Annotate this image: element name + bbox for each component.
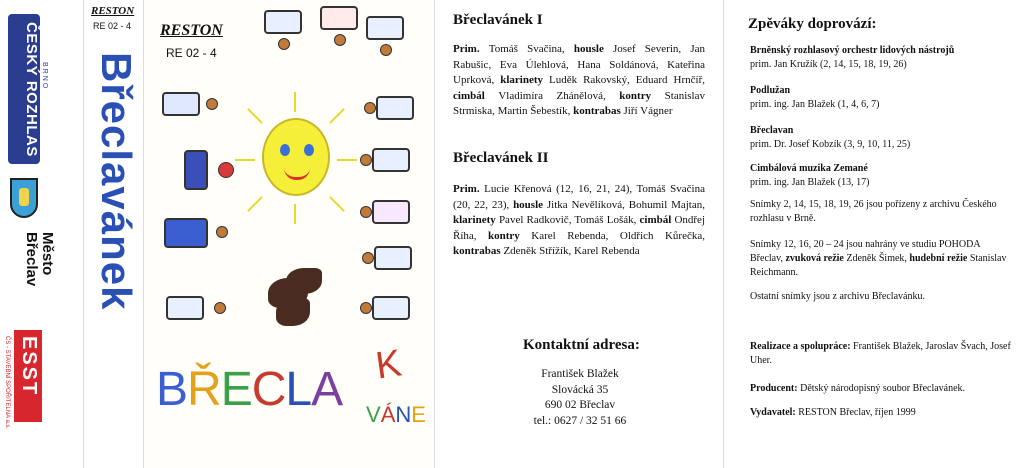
sun-ray: [235, 159, 255, 161]
city-label-line1: Město: [39, 232, 56, 276]
group-detail: prim. Dr. Josef Kobzík (3, 9, 10, 11, 25): [750, 139, 911, 150]
sun-ray: [294, 204, 296, 224]
accompaniment-title: Zpěváky doprovází:: [748, 16, 877, 32]
section1-title: Břeclavánek I: [453, 12, 543, 28]
cover-title-letter: L: [285, 363, 312, 416]
contact-line: František Blažek: [541, 368, 619, 380]
credit-value: František Blažek, Jaroslav Švach, Josef Uher.: [750, 341, 1011, 366]
spine-code: RE 02 - 4: [93, 21, 132, 31]
group-name: Brněnský rozhlasový orchestr lidových nástrojů: [750, 45, 955, 56]
city-crest-icon: [10, 178, 38, 218]
section2-names: Jitka Nevělíková, Bohumil Majtan,: [546, 198, 705, 211]
credit-label: Realizace a spolupráce:: [750, 341, 851, 352]
cover-title-tail: [366, 402, 426, 428]
sun-ray: [337, 159, 357, 161]
child-drawing: [374, 246, 412, 270]
sun-drawing: [262, 118, 330, 196]
section2-instrument: Prim.: [453, 183, 485, 195]
section1-instrument: kontry: [619, 89, 665, 102]
section1-names: Stanislav Strmiska, Martin Šebestík,: [453, 89, 705, 117]
section2-names: Pavel Radkovič, Tomáš Lošák,: [498, 214, 640, 226]
contact-address: [495, 367, 665, 429]
cover-title-letter: B: [156, 363, 188, 416]
esst-logo-sub: ČS - STAVEBNÍ SPOŘITELNA a.s.: [4, 336, 10, 430]
child-drawing: [264, 10, 302, 34]
studio-note-names: Zdeněk Šimek,: [846, 253, 910, 264]
section2-instrument: housle: [513, 198, 547, 211]
contact-line: 690 02 Břeclav: [544, 399, 616, 411]
cover-title-k: K: [373, 342, 405, 388]
studio-note-names: Snímky 12, 16, 20 – 24 jsou nahrány ve studiu POHODA Břeclav,: [750, 239, 980, 264]
section1-instrument: housle: [573, 43, 614, 55]
section1-instrument: kontrabas: [573, 105, 624, 117]
accompaniment-group: [750, 44, 1012, 72]
section1-names: Josef Severin, Jan Rabušic, Eva Úlehlová, Hana Soldánová, Kateřina Uprková,: [453, 43, 705, 86]
child-drawing: [162, 92, 200, 116]
child-drawing: [372, 148, 410, 172]
section2-names: Lucie Křenová (12, 16, 21, 24), Tomáš Svačina (20, 22, 23),: [453, 183, 705, 211]
section1-names: Tomáš Svačina,: [488, 43, 574, 55]
child-drawing: [376, 96, 414, 120]
front-label: RESTON: [160, 22, 223, 39]
cover-title-letter: V: [366, 402, 381, 427]
cover-title-letter: N: [395, 402, 412, 427]
studio-note: [750, 238, 1012, 280]
sun-mouth: [284, 168, 310, 180]
group-name: Břeclavan: [750, 125, 794, 136]
child-drawing: [366, 16, 404, 40]
child-drawing: [372, 200, 410, 224]
child-drawing: [372, 296, 410, 320]
section2-names: Ondřej Říha,: [453, 214, 705, 242]
contact-title: Kontaktní adresa:: [523, 337, 640, 353]
credit-value: RESTON Břeclav, říjen 1999: [795, 407, 916, 418]
spine-label: RESTON: [91, 5, 135, 17]
section1-instrument: Prim.: [453, 43, 489, 55]
sun-eye-left: [280, 144, 290, 156]
group-name: Podlužan: [750, 85, 791, 96]
front-cover: [144, 0, 434, 468]
child-drawing: [164, 218, 208, 248]
section1-instrument: cimbál: [453, 89, 499, 102]
section1-names: Vladimíra Zhánělová,: [498, 89, 620, 102]
contact-line: Slovácká 35: [551, 383, 609, 396]
cover-title-letter: C: [251, 363, 286, 416]
credits-panel: [724, 0, 1024, 468]
studio-note-instrument: zvuková režie: [785, 253, 847, 264]
section2-instrument: kontrabas: [453, 245, 504, 257]
group-detail: prim. Jan Kružík (2, 14, 15, 18, 19, 26): [750, 59, 907, 70]
cesky-rozhlas-text: ČESKÝ ROZHLAS: [23, 22, 40, 157]
accompaniment-group: [750, 124, 1012, 152]
accompaniment-group: [750, 84, 1012, 112]
credit-line: [750, 340, 1012, 368]
credit-line: [750, 406, 1012, 420]
sun-ray: [294, 92, 296, 112]
other-note: Ostatní snímky jsou z archivu Břeclavánku.: [750, 291, 925, 302]
section2-text: [453, 182, 705, 260]
child-drawing: [166, 296, 204, 320]
bird-drawing: [262, 268, 328, 332]
cover-title-letter: Á: [380, 402, 396, 427]
accompaniment-group: [750, 162, 1012, 190]
section2-title: Břeclavánek II: [453, 150, 549, 166]
section1-instrument: klarinety: [500, 74, 549, 86]
city-label-line2: Břeclav: [23, 232, 40, 287]
cover-title-letter: E: [220, 363, 252, 416]
credit-line: [750, 382, 1012, 396]
front-code: RE 02 - 4: [166, 46, 217, 60]
cover-title-main: [156, 362, 342, 417]
credit-value: Dětský národopisný soubor Břeclavánek.: [797, 383, 966, 394]
section2-names: Karel Rebenda, Oldřich Kůrečka,: [531, 229, 705, 242]
section1-names: Luděk Rakovský, Eduard Hrnčíř,: [548, 74, 705, 86]
esst-logo-text: ESST: [18, 336, 40, 397]
section2-names: Zdeněk Střížík, Karel Rebenda: [503, 245, 640, 257]
studio-note-instrument: hudební režie: [909, 253, 970, 264]
sun-ray: [247, 196, 263, 212]
musicians-panel: [434, 0, 724, 468]
cover-title-letter: A: [311, 363, 343, 416]
contact-line: tel.: 0627 / 32 51 66: [533, 414, 627, 427]
section1-names: Jiří Vágner: [623, 105, 673, 117]
group-detail: prim. ing. Jan Blažek (13, 17): [750, 177, 870, 188]
spine-title-strip: [84, 0, 144, 468]
archive-note: Snímky 2, 14, 15, 18, 19, 26 jsou pořízeny z archivu Českého rozhlasu v Brně.: [750, 199, 997, 224]
section1-text: [453, 42, 705, 120]
cover-title-letter: E: [411, 402, 426, 427]
section2-instrument: kontry: [488, 229, 532, 242]
group-name: Cimbálová muzika Zemané: [750, 163, 868, 174]
cover-title-letter: Ř: [187, 363, 221, 416]
sun-ray: [329, 196, 345, 212]
studio-note-names: Stanislav Reichmann.: [750, 253, 1007, 278]
credit-label: Producent:: [750, 383, 798, 394]
spine-title: Břeclavánek: [93, 52, 140, 311]
sun-eye-right: [304, 144, 314, 156]
sun-ray: [247, 108, 263, 124]
section2-instrument: klarinety: [453, 214, 499, 226]
child-drawing: [184, 150, 208, 190]
sun-ray: [329, 108, 345, 124]
spine-logos: [0, 0, 84, 468]
section2-instrument: cimbál: [639, 214, 675, 226]
credit-label: Vydavatel:: [750, 407, 796, 418]
cesky-rozhlas-sub: BRNO: [41, 62, 48, 91]
child-drawing: [320, 6, 358, 30]
group-detail: prim. ing. Jan Blažek (1, 4, 6, 7): [750, 99, 880, 110]
